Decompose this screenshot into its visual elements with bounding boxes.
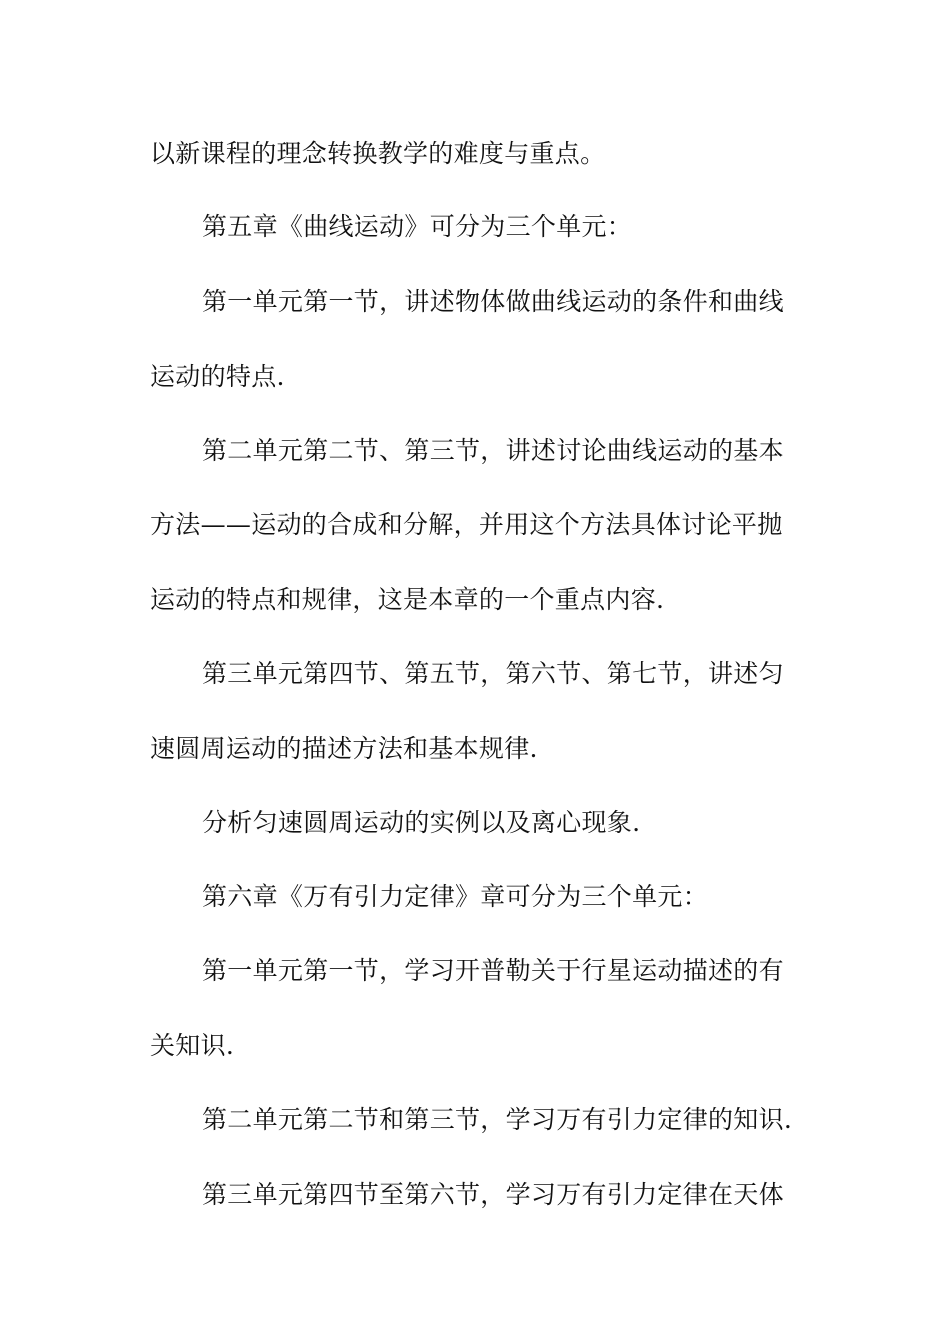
paragraph-line: 运动的特点. xyxy=(150,362,285,391)
paragraph-line: 第三单元第四节、第五节，第六节、第七节，讲述匀 xyxy=(202,659,784,688)
paragraph-line: 第五章《曲线运动》可分为三个单元： xyxy=(202,212,633,241)
paragraph-line: 第二单元第二节和第三节，学习万有引力定律的知识. xyxy=(202,1105,793,1134)
paragraph-line: 第三单元第四节至第六节，学习万有引力定律在天体 xyxy=(202,1180,784,1209)
paragraph-line: 运动的特点和规律，这是本章的一个重点内容. xyxy=(150,585,665,614)
paragraph-line: 方法——运动的合成和分解，并用这个方法具体讨论平抛 xyxy=(150,510,783,539)
paragraph-line: 第六章《万有引力定律》章可分为三个单元： xyxy=(202,882,709,911)
paragraph-line: 以新课程的理念转换教学的难度与重点。 xyxy=(150,139,606,168)
paragraph-line: 分析匀速圆周运动的实例以及离心现象. xyxy=(202,808,641,837)
paragraph-line: 关知识. xyxy=(150,1031,235,1060)
paragraph-line: 第二单元第二节、第三节，讲述讨论曲线运动的基本 xyxy=(202,436,784,465)
paragraph-line: 第一单元第一节，讲述物体做曲线运动的条件和曲线 xyxy=(202,287,784,316)
paragraph-line: 第一单元第一节，学习开普勒关于行星运动描述的有 xyxy=(202,956,784,985)
paragraph-line: 速圆周运动的描述方法和基本规律. xyxy=(150,734,538,763)
